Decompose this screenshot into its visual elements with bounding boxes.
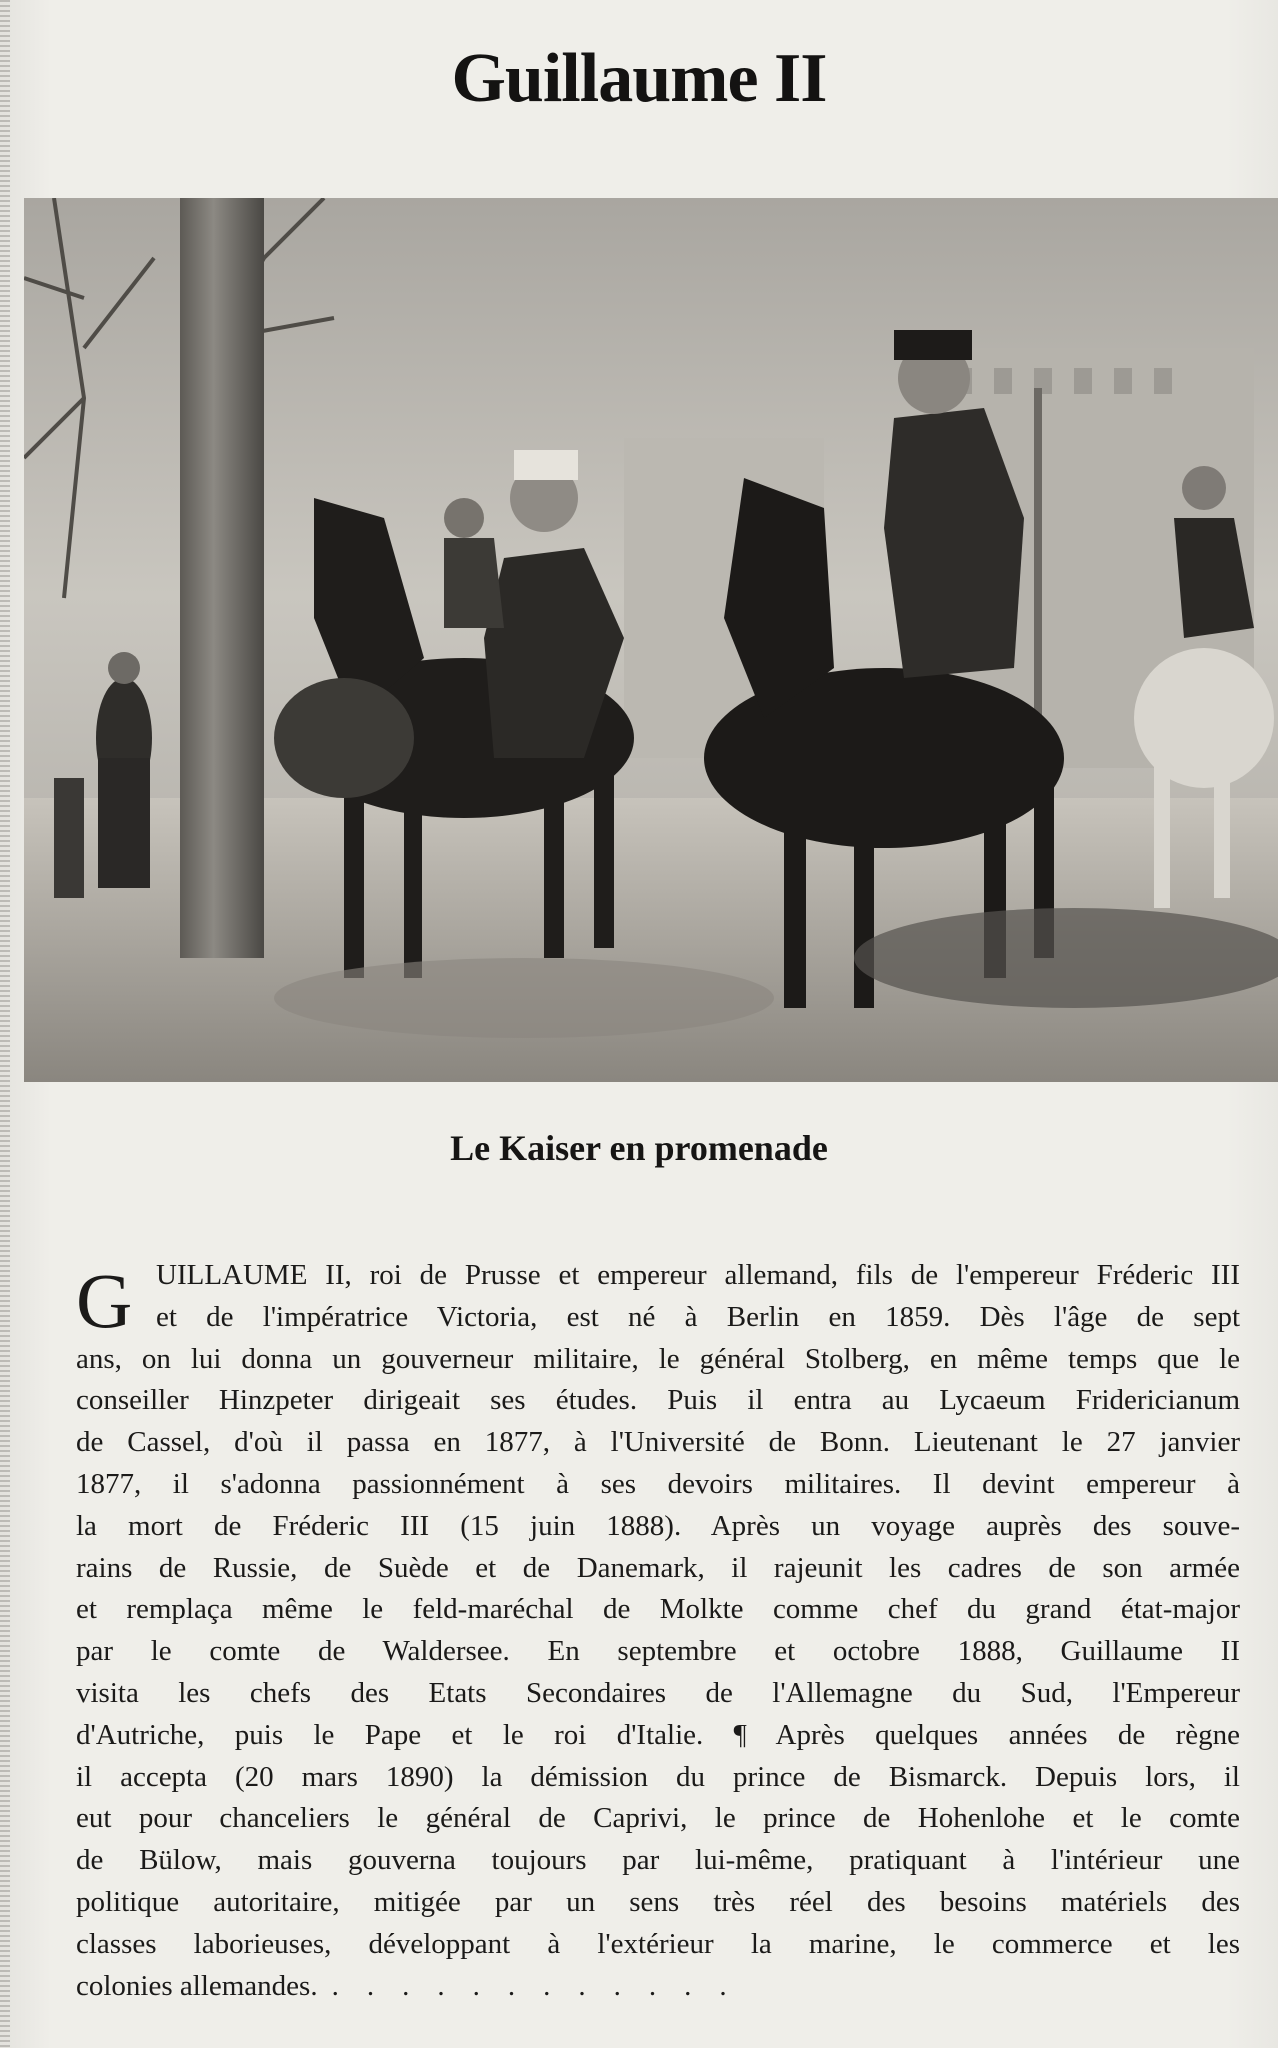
photograph-image-icon bbox=[24, 198, 1278, 1082]
drop-cap: G bbox=[76, 1257, 133, 1344]
article-line: visita les chefs des Etats Secondaires de l'Allemagne du Sud, l'Empereur bbox=[76, 1676, 1240, 1709]
article-line: conseiller Hinzpeter dirigeait ses études. Puis il entra au Lycaeum Fridericianum bbox=[76, 1384, 1240, 1417]
article-line: 1877, il s'adonna passionnément à ses devoirs militaires. Il devint empereur à bbox=[76, 1467, 1240, 1500]
article-line: eut pour chanceliers le général de Caprivi, le prince de Hohenlohe et le comte bbox=[76, 1802, 1240, 1835]
binding-edge bbox=[0, 0, 10, 2048]
article-line: de Cassel, d'où il passa en 1877, à l'Université de Bonn. Lieutenant le 27 janvier bbox=[76, 1426, 1240, 1459]
article-line: classes laborieuses, développant à l'extérieur la marine, le commerce et les bbox=[76, 1927, 1240, 1960]
article-line: d'Autriche, puis le Pape et le roi d'Italie. ¶ Après quelques années de règne bbox=[76, 1718, 1240, 1751]
page-title: Guillaume II bbox=[451, 40, 827, 117]
article-line: par le comte de Waldersee. En septembre et octobre 1888, Guillaume II bbox=[76, 1635, 1240, 1668]
article-line: et remplaça même le feld-maréchal de Molkte comme chef du grand état-major bbox=[76, 1593, 1240, 1626]
photograph bbox=[24, 198, 1278, 1082]
article-line: politique autoritaire, mitigée par un sens très réel des besoins matériels des bbox=[76, 1885, 1240, 1918]
article-line: colonies allemandes. bbox=[76, 1969, 318, 2002]
article-line: et de l'impératrice Victoria, est né à Berlin en 1859. Dès l'âge de sept bbox=[156, 1300, 1240, 1333]
article-line: ans, on lui donna un gouverneur militaire, le général Stolberg, en même temps que le bbox=[76, 1342, 1240, 1375]
photo-caption: Le Kaiser en promenade bbox=[450, 1128, 828, 1168]
article-line: rains de Russie, de Suède et de Danemark, il rajeunit les cadres de son armée bbox=[76, 1551, 1240, 1584]
trailing-dots: ............ bbox=[331, 1969, 755, 2002]
article-line: il accepta (20 mars 1890) la démission du prince de Bismarck. Depuis lors, il bbox=[76, 1760, 1240, 1793]
article-body bbox=[76, 1255, 1240, 2007]
article-line: UILLAUME II, roi de Prusse et empereur allemand, fils de l'empereur Fréderic III bbox=[156, 1259, 1240, 1291]
article-line: de Bülow, mais gouverna toujours par lui-même, pratiquant à l'intérieur une bbox=[76, 1844, 1240, 1877]
article-last-line bbox=[76, 1966, 1240, 2008]
article-line: la mort de Fréderic III (15 juin 1888). Après un voyage auprès des souve- bbox=[76, 1509, 1240, 1542]
